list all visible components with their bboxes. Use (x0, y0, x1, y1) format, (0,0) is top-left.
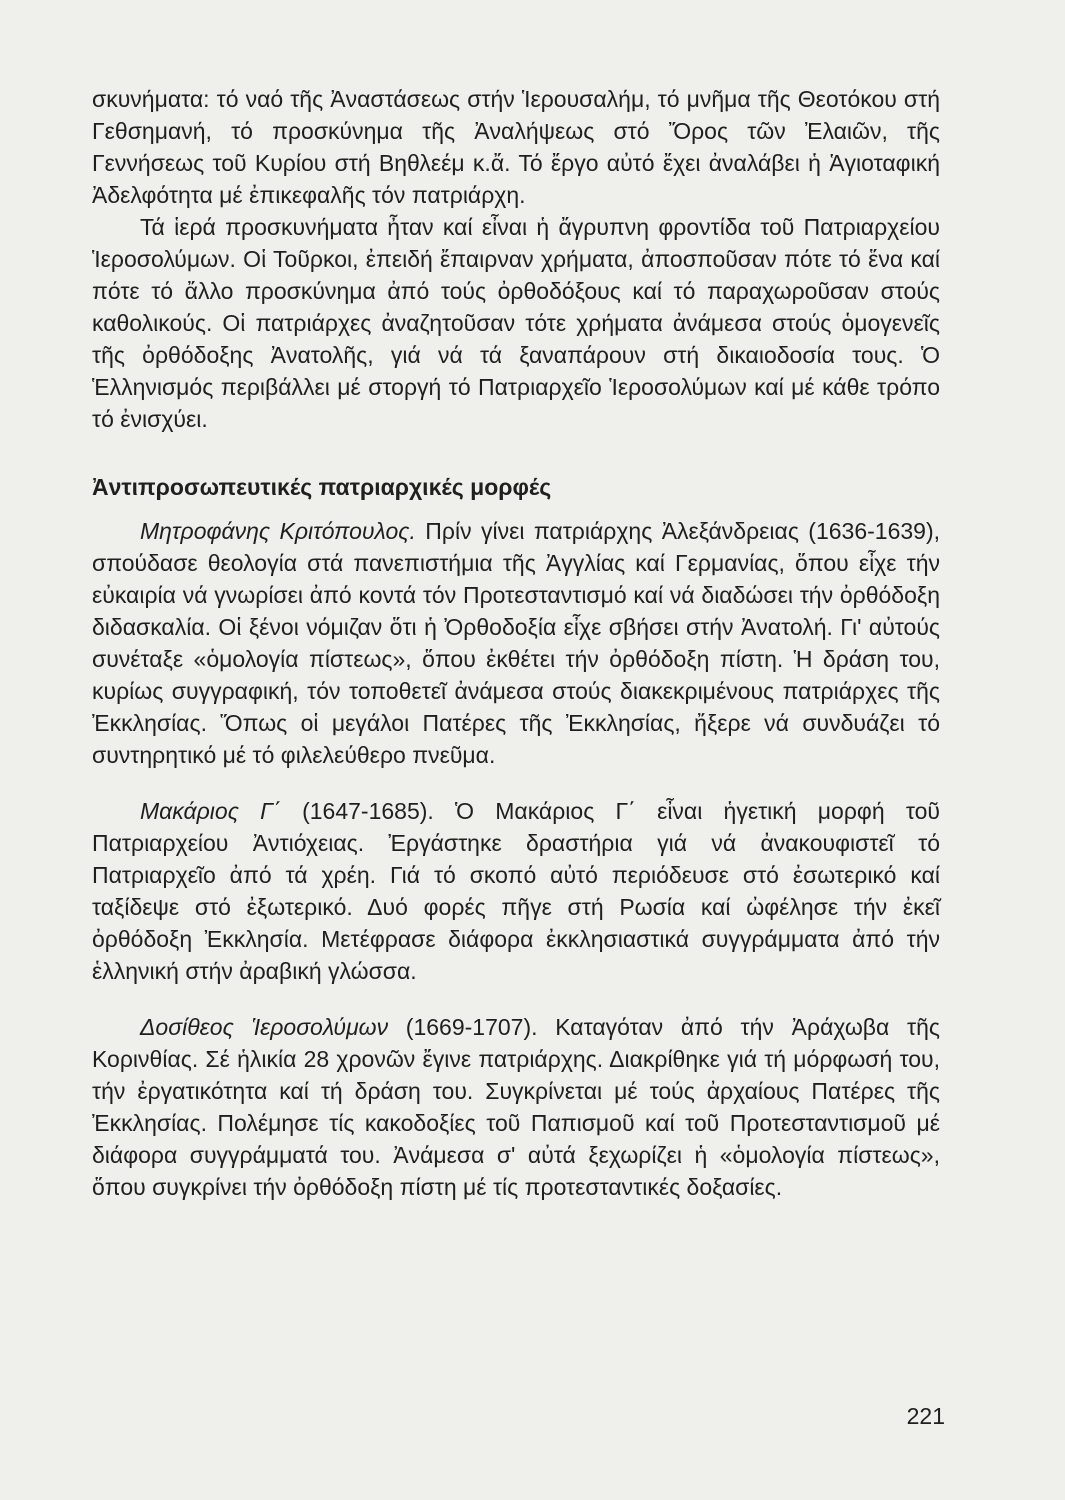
section-heading: Ἀντιπροσωπευτικές πατριαρχικές μορφές (92, 474, 552, 500)
intro-paragraph: σκυνήματα: τό ναό τῆς Ἀναστάσεως στήν Ἱερουσαλήμ, τό μνῆμα τῆς Θεοτόκου στή Γεθσημανή, τό προσκύνημα τῆς Ἀναλήψεως στό Ὄρος τῶν Ἐλαιῶν, τῆς Γεννήσεως τοῦ Κυρίου στή Βηθλεέμ κ.ἄ. Τό ἔργο αὐτό ἔχει ἀναλάβει ἡ Ἁγιοταφική Ἀδελφότητα μέ ἐπικεφαλῆς τόν πατριάρχη. (92, 86, 940, 208)
page-number: 221 (906, 1403, 945, 1429)
figure-paragraph-dositheos (92, 1011, 940, 1203)
holy-sites-paragraph: Τά ἱερά προσκυνήματα ἦταν καί εἶναι ἡ ἄγρυπνη φροντίδα τοῦ Πατριαρχείου Ἱεροσολύμων. Οἱ Τοῦρκοι, ἐπειδή ἔπαιρναν χρήματα, ἀποσποῦσαν πότε τό ἕνα καί πότε τό ἄλλο προσκύνημα ἀπό τούς ὀρθοδόξους καί τό παραχωροῦσαν στούς καθολικούς. Οἱ πατριάρχες ἀναζητοῦσαν τότε χρήματα ἀνάμεσα στούς ὁμογενεῖς τῆς ὀρθόδοξης Ἀνατολῆς, γιά νά τά ξαναπάρουν στή δικαιοδοσία τους. Ὁ Ἑλληνισμός περιβάλλει μέ στοργή τό Πατριαρχεῖο Ἱεροσολύμων καί μέ κάθε τρόπο τό ἐνισχύει. (92, 214, 940, 432)
figure-name: Μακάριος Γ΄ (140, 798, 281, 824)
figure-name: Μητροφάνης Κριτόπουλος. (140, 518, 416, 544)
figure-text: Πρίν γίνει πατριάρχης Ἀλεξάνδρειας (1636-1639), σπούδασε θεολογία στά πανεπιστήμια τῆς Ἀγγλίας καί Γερμανίας, ὅπου εἶχε τήν εὐκαιρία νά γνωρίσει ἀπό κοντά τόν Προτεσταντισμό καί νά διαδώσει τήν ὀρθόδοξη διδασκαλία. Οἱ ξένοι νόμιζαν ὅτι ἡ Ὀρθοδοξία εἶχε σβήσει στήν Ἀνατολή. Γι' αὐτούς συνέταξε «ὁμολογία πίστεως», ὅπου ἐκθέτει τήν ὀρθόδοξη πίστη. Ἡ δράση του, κυρίως συγγραφική, τόν τοποθετεῖ ἀνάμεσα στούς διακεκριμένους πατριάρχες τῆς Ἐκκλησίας. Ὅπως οἱ μεγάλοι Πατέρες τῆς Ἐκκλησίας, ἤξερε νά συνδυάζει τό συντηρητικό μέ τό φιλελεύθερο πνεῦμα. (92, 518, 941, 768)
text-column (92, 83, 940, 1203)
figure-name: Δοσίθεος Ἱεροσολύμων (140, 1014, 389, 1040)
figure-paragraph-makarios (92, 795, 940, 987)
figure-text: (1647-1685). Ὁ Μακάριος Γ΄ εἶναι ἡγετική μορφή τοῦ Πατριαρχείου Ἀντιόχειας. Ἐργάστηκε δραστήρια γιά νά ἀνακουφιστεῖ τό Πατριαρχεῖο ἀπό τά χρέη. Γιά τό σκοπό αὐτό περιόδευσε στό ἐσωτερικό καί ταξίδεψε στό ἐξωτερικό. Δυό φορές πῆγε στή Ρωσία καί ὠφέλησε τήν ἐκεῖ ὀρθόδοξη Ἐκκλησία. Μετέφρασε διάφορα ἐκκλησιαστικά συγγράμματα ἀπό τήν ἑλληνική στήν ἀραβική γλώσσα. (92, 798, 940, 984)
figure-paragraph-mitrofanis (92, 515, 940, 771)
figure-text: (1669-1707). Καταγόταν ἀπό τήν Ἀράχωβα τῆς Κορινθίας. Σέ ἡλικία 28 χρονῶν ἔγινε πατριάρχης. Διακρίθηκε γιά τή μόρφωσή του, τήν ἐργατικότητα καί τή δράση του. Συγκρίνεται μέ τούς ἀρχαίους Πατέρες τῆς Ἐκκλησίας. Πολέμησε τίς κακοδοξίες τοῦ Παπισμοῦ καί τοῦ Προτεσταντισμοῦ μέ διάφορα συγγράμματά του. Ἀνάμεσα σ' αὐτά ξεχωρίζει ἡ «ὁμολογία πίστεως», ὅπου συγκρίνει τήν ὀρθόδοξη πίστη μέ τίς προτεσταντικές δοξασίες. (92, 1014, 940, 1200)
